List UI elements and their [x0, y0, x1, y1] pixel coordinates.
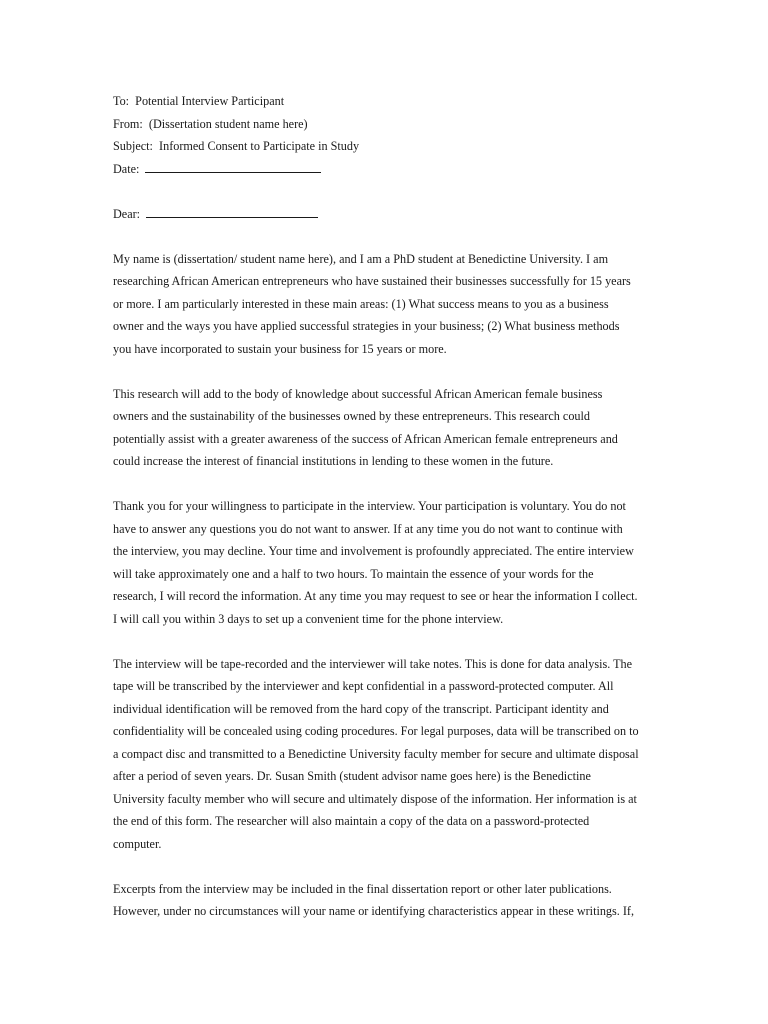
paragraph-line: researching African American entrepreneurs who have sustained their businesses successfully for 15 years — [113, 274, 631, 288]
paragraph-line: Excerpts from the interview may be included in the final dissertation report or other later publications. — [113, 881, 612, 896]
paragraph-line: I will call you within 3 days to set up a convenient time for the phone interview. — [113, 611, 504, 626]
memo-to-line — [113, 90, 658, 113]
paragraph-line: The interview will be tape-recorded and the interviewer will take notes. This is done for data analysis. The — [113, 656, 633, 671]
paragraph-line: Thank you for your willingness to participate in the interview. Your participation is voluntary. You do not — [113, 499, 626, 513]
memo-to-value: Potential Interview Participant — [135, 94, 285, 108]
paragraph-line: research, I will record the information. At any time you may request to see or hear the information I collect. — [113, 589, 638, 603]
memo-from-value: (Dissertation student name here) — [148, 116, 308, 131]
memo-subject-line — [113, 135, 658, 158]
paragraph-line: or more. I am particularly interested in these main areas: (1) What success means to you as a business — [113, 296, 609, 311]
memo-from-label: From: — [113, 116, 143, 131]
paragraph-line: My name is (dissertation/ student name here), and I am a PhD student at Benedictine University. I am — [113, 251, 609, 266]
memo-subject-label: Subject: — [113, 139, 153, 153]
memo-date-line — [113, 158, 658, 181]
paragraph-research-value — [113, 383, 658, 473]
paragraph-line: a compact disc and transmitted to a Benedictine University faculty member for secure and ultimate disposal — [113, 746, 639, 761]
salutation-line — [113, 203, 658, 226]
memo-to-label: To: — [113, 94, 130, 108]
paragraph-line: University faculty member who will secure and ultimately dispose of the information. Her information is at — [113, 791, 637, 806]
paragraph-introduction — [113, 248, 658, 361]
memo-from-line — [113, 113, 658, 136]
paragraph-line: owners and the sustainability of the businesses owned by these entrepreneurs. This research could — [113, 409, 590, 423]
salutation-blank-line — [146, 205, 318, 218]
paragraph-line: the interview, you may decline. Your time and involvement is profoundly appreciated. The entire interview — [113, 544, 634, 558]
date-blank-line — [145, 160, 321, 173]
paragraph-line: potentially assist with a greater awareness of the success of African American female entrepreneurs and — [113, 431, 618, 446]
paragraph-participation — [113, 495, 658, 630]
memo-subject-value: Informed Consent to Participate in Study — [159, 139, 360, 153]
paragraph-line: you have incorporated to sustain your business for 15 years or more. — [113, 341, 447, 356]
paragraph-line: after a period of seven years. Dr. Susan Smith (student advisor name goes here) is the Benedictine — [113, 769, 591, 783]
paragraph-line: the end of this form. The researcher will also maintain a copy of the data on a password-protected — [113, 814, 590, 828]
paragraph-line: confidentiality will be concealed using coding procedures. For legal purposes, data will be transcribed on to — [113, 724, 639, 738]
letter-body — [113, 90, 658, 923]
paragraph-line: This research will add to the body of knowledge about successful African American female business — [113, 386, 603, 401]
paragraph-line: individual identification will be removed from the hard copy of the transcript. Participant identity and — [113, 701, 609, 716]
salutation-label: Dear: — [113, 206, 141, 221]
paragraph-line: However, under no circumstances will your name or identifying characteristics appear in these writings. If, — [113, 904, 635, 918]
paragraph-line: owner and the ways you have applied successful strategies in your business; (2) What business methods — [113, 319, 620, 333]
paragraph-line: computer. — [113, 836, 162, 851]
paragraph-line: tape will be transcribed by the interviewer and kept confidential in a password-protected computer. All — [113, 679, 614, 693]
paragraph-line: could increase the interest of financial institutions in lending to these women in the future. — [113, 454, 554, 468]
paragraph-line: have to answer any questions you do not want to answer. If at any time you do not want to continue with — [113, 521, 623, 536]
paragraph-line: will take approximately one and a half to two hours. To maintain the essence of your words for the — [113, 566, 594, 581]
paragraph-publications — [113, 878, 658, 923]
paragraph-confidentiality — [113, 653, 658, 856]
memo-date-label: Date: — [113, 161, 140, 176]
